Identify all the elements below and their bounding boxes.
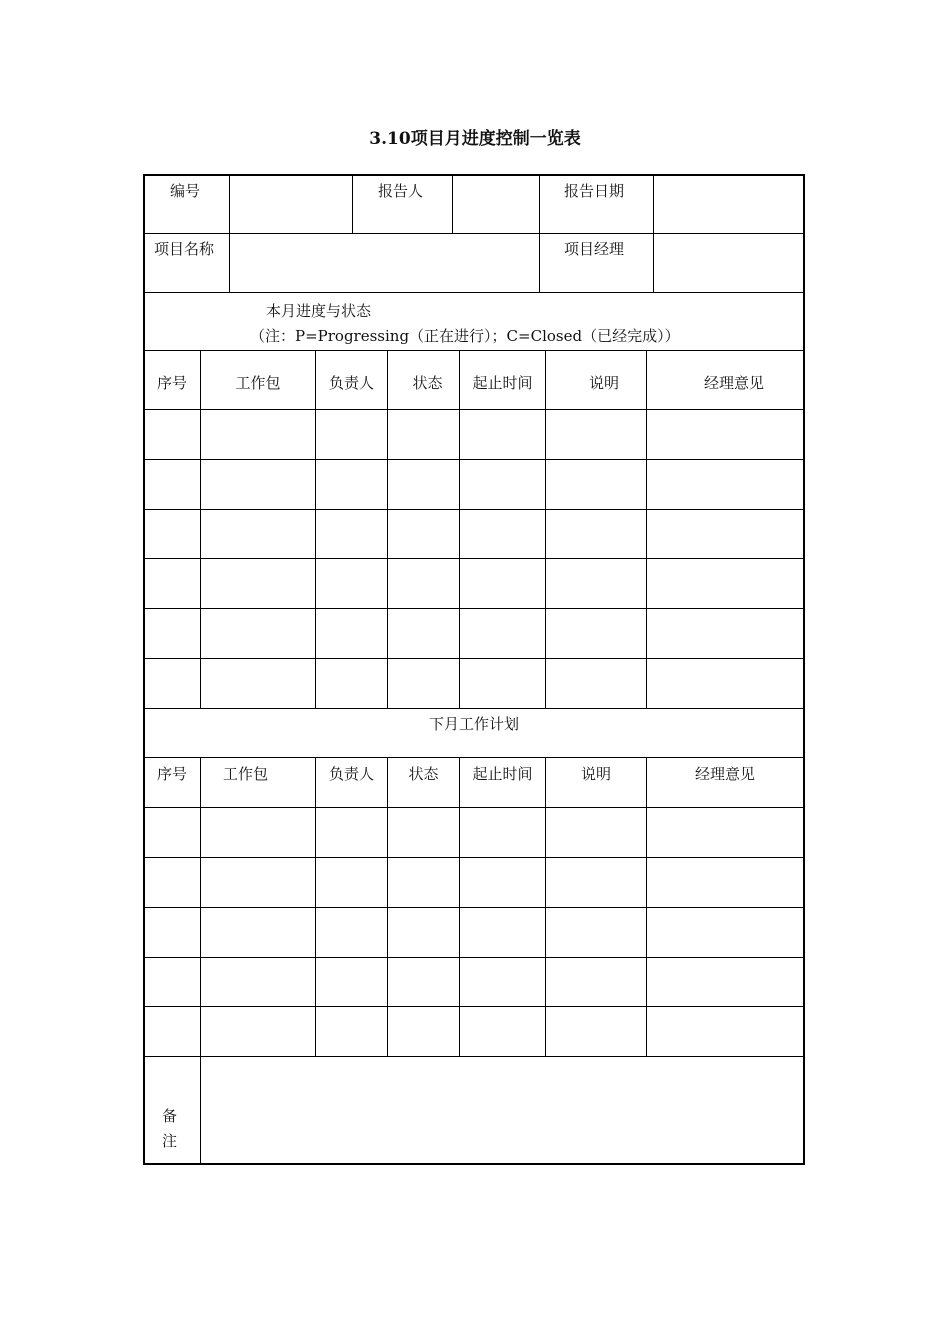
row-divider xyxy=(144,459,804,460)
row-divider xyxy=(144,708,804,709)
row-divider xyxy=(144,509,804,510)
row-divider xyxy=(144,1006,804,1007)
column-divider xyxy=(653,175,654,292)
column-header-period: 起止时间 xyxy=(472,765,533,783)
row-divider xyxy=(144,409,804,410)
column-divider xyxy=(545,350,546,708)
column-divider xyxy=(200,757,201,1056)
column-header-owner: 负责人 xyxy=(328,374,374,392)
column-header-description: 说明 xyxy=(588,374,619,392)
column-header-work-package: 工作包 xyxy=(235,374,281,392)
progress-control-form xyxy=(143,174,805,1165)
number-label: 编号 xyxy=(170,182,201,200)
row-divider xyxy=(144,558,804,559)
column-header-status: 状态 xyxy=(412,374,443,392)
column-header-seq: 序号 xyxy=(156,765,187,783)
column-divider xyxy=(229,175,230,292)
column-header-work-package: 工作包 xyxy=(223,765,269,783)
column-divider xyxy=(387,350,388,708)
row-divider xyxy=(144,292,804,293)
column-header-description: 说明 xyxy=(580,765,611,783)
page-title: 3.10项目月进度控制一览表 xyxy=(369,129,581,149)
row-divider xyxy=(144,757,804,758)
column-divider xyxy=(459,350,460,708)
reporter-label: 报告人 xyxy=(378,182,424,200)
project-name-label: 项目名称 xyxy=(154,240,215,258)
project-manager-label: 项目经理 xyxy=(564,240,625,258)
column-divider xyxy=(646,350,647,708)
column-header-manager-opinion: 经理意见 xyxy=(694,765,755,783)
column-header-owner: 负责人 xyxy=(328,765,374,783)
row-divider xyxy=(144,350,804,351)
column-divider xyxy=(452,175,453,233)
column-divider xyxy=(200,350,201,708)
column-divider xyxy=(539,175,540,292)
column-header-status: 状态 xyxy=(408,765,439,783)
row-divider xyxy=(144,957,804,958)
column-divider xyxy=(315,757,316,1056)
row-divider xyxy=(144,658,804,659)
row-divider xyxy=(144,857,804,858)
current-month-heading: 本月进度与状态 xyxy=(266,302,372,320)
report-date-label: 报告日期 xyxy=(564,182,625,200)
row-divider xyxy=(144,233,804,234)
row-divider xyxy=(144,1056,804,1057)
column-divider xyxy=(315,350,316,708)
column-header-seq: 序号 xyxy=(156,374,187,392)
row-divider xyxy=(144,608,804,609)
column-header-manager-opinion: 经理意见 xyxy=(703,374,764,392)
row-divider xyxy=(144,907,804,908)
column-divider xyxy=(545,757,546,1056)
column-divider xyxy=(352,175,353,233)
status-legend-note: （注：P=Progressing（正在进行）；C=Closed（已经完成）） xyxy=(250,327,680,345)
column-divider xyxy=(387,757,388,1056)
row-divider xyxy=(144,807,804,808)
column-divider xyxy=(200,1056,201,1164)
remarks-label-line1: 备 xyxy=(162,1107,178,1125)
next-month-heading: 下月工作计划 xyxy=(428,715,519,733)
column-divider xyxy=(646,757,647,1056)
column-header-period: 起止时间 xyxy=(472,374,533,392)
column-divider xyxy=(459,757,460,1056)
remarks-label-line2: 注 xyxy=(162,1132,178,1150)
